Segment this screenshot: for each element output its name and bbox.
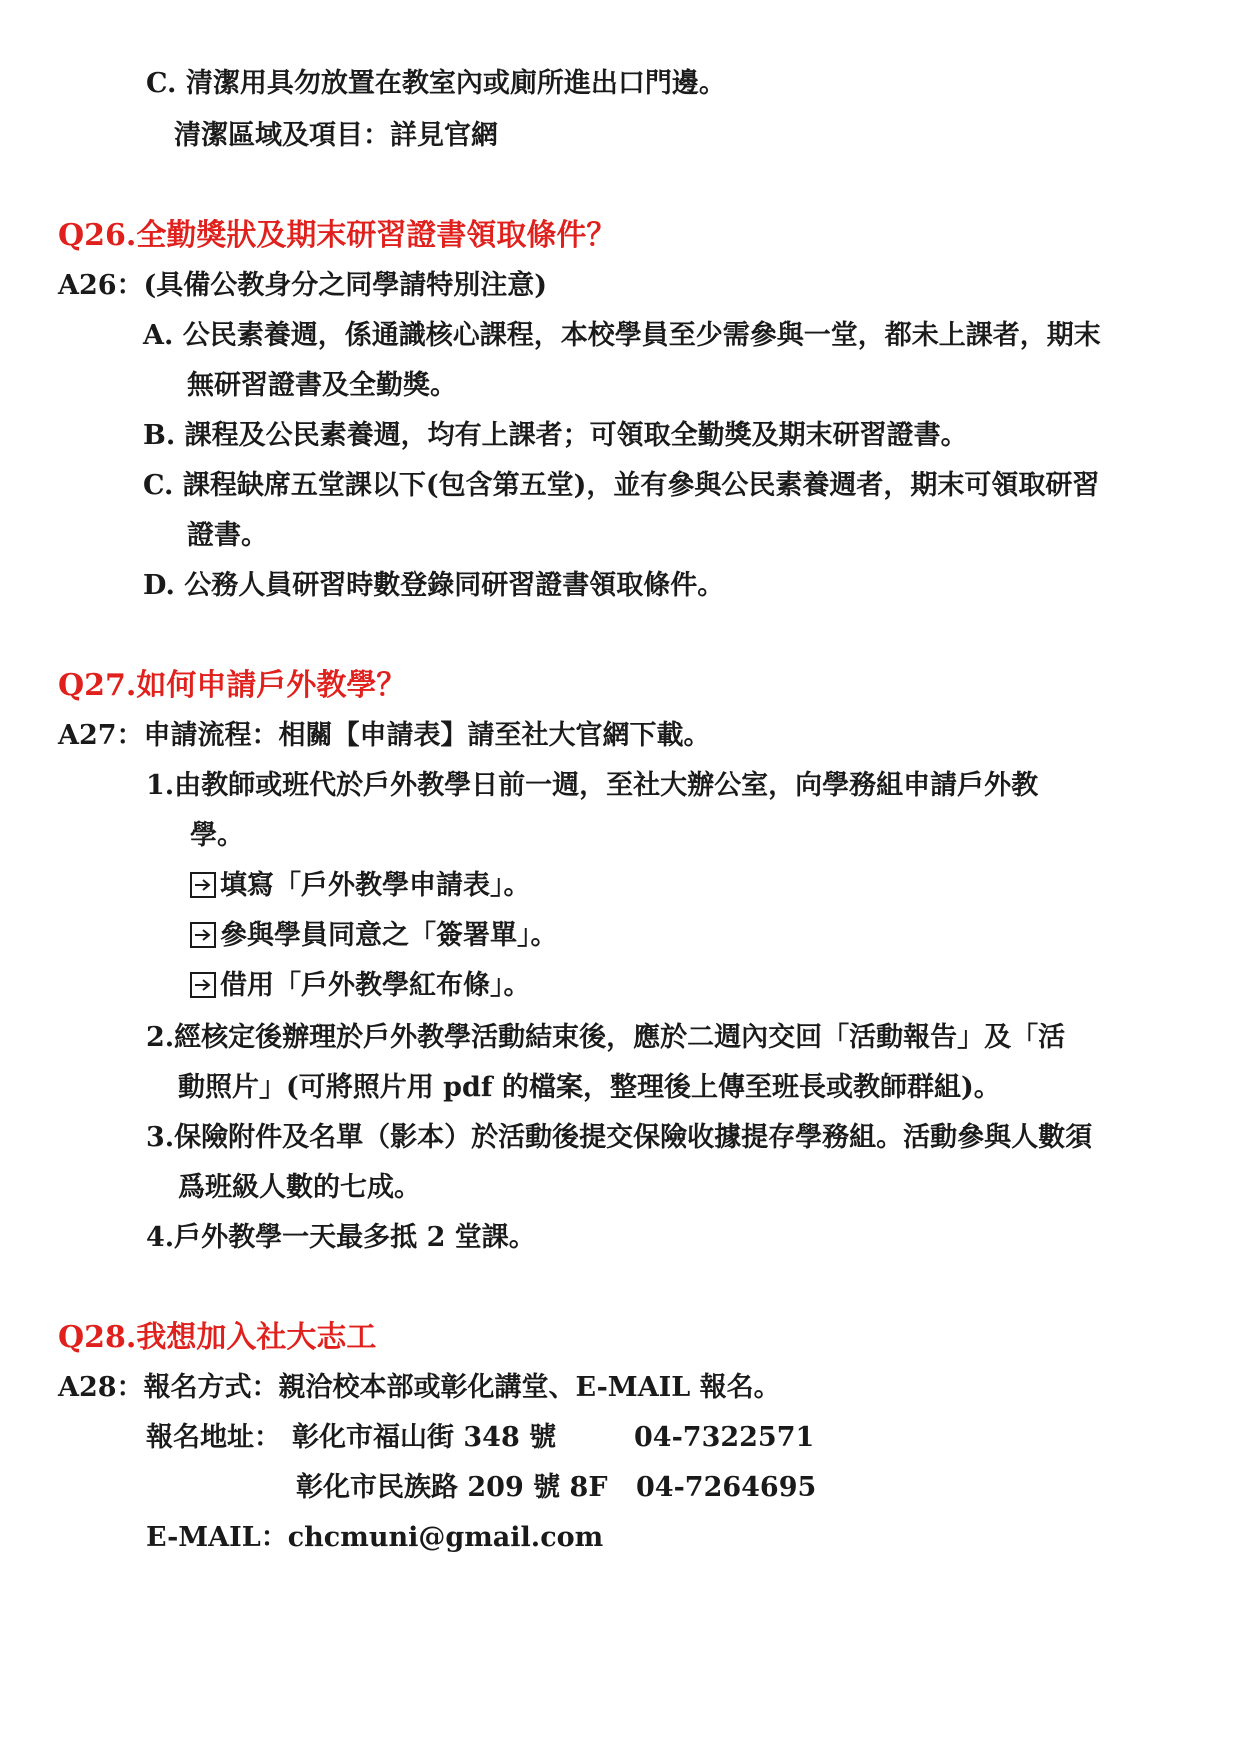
a27-intro: A27：申請流程：相關【申請表】請至社大官網下載。 [58,720,711,751]
a26-item-b: B. 課程及公民素養週，均有上課者；可領取全勤獎及期末研習證書。 [143,420,968,451]
a28-intro: A28：報名方式：親洽校本部或彰化講堂、E-MAIL 報名。 [58,1372,781,1403]
a27-step1-line2: 學。 [190,820,244,851]
a28-addr1: 彰化市福山街 348 號 [292,1422,557,1453]
boxed-arrow-icon [190,872,216,898]
a28-addr-label: 報名地址： [146,1422,281,1453]
a26-item-c-line2: 證書。 [187,520,268,551]
a27-step1-line1: 1.由教師或班代於戶外教學日前一週，至社大辦公室，向學務組申請戶外教 [146,770,1039,801]
a27-step2-line1: 2.經核定後辦理於戶外教學活動結束後，應於二週內交回「活動報告」及「活 [146,1022,1066,1053]
a26-intro: A26：(具備公教身分之同學請特別注意) [58,270,548,301]
a27-step2-line2: 動照片」(可將照片用 pdf 的檔案，整理後上傳至班長或教師群組)。 [178,1072,1001,1103]
a26-item-a-line2: 無研習證書及全勤獎。 [187,370,457,401]
a27-sub-item-2 [190,918,558,954]
q28-heading: Q28.我想加入社大志工 [58,1320,377,1355]
a28-phone1: 04-7322571 [634,1422,815,1453]
a27-sub-item-1 [190,868,531,904]
boxed-arrow-icon [190,922,216,948]
boxed-arrow-icon [190,972,216,998]
q26-heading: Q26.全勤獎狀及期末研習證書領取條件？ [58,218,617,253]
a26-item-d: D. 公務人員研習時數登錄同研習證書領取條件。 [143,570,725,601]
a27-step4: 4.戶外教學一天最多抵 2 堂課。 [146,1222,536,1253]
a27-sub-item-3 [190,968,531,1004]
a28-phone2: 04-7264695 [636,1472,817,1503]
a27-sub-item-2-text: 參與學員同意之「簽署單」。 [220,920,558,951]
clean-rule-c: C. 清潔用具勿放置在教室內或廁所進出口門邊。 [146,68,726,99]
a26-item-a-line1: A. 公民素養週，係通識核心課程，本校學員至少需參與一堂，都未上課者，期末 [143,320,1101,351]
a28-email[interactable]: E-MAIL：chcmuni@gmail.com [146,1522,604,1553]
a27-step3-line2: 爲班級人數的七成。 [178,1172,421,1203]
a28-addr2: 彰化市民族路 209 號 8F [296,1472,608,1503]
a27-step3-line1: 3.保險附件及名單（影本）於活動後提交保險收據提存學務組。活動參與人數須 [146,1122,1093,1153]
a27-sub-item-3-text: 借用「戶外教學紅布條」。 [220,970,531,1001]
a26-item-c-line1: C. 課程缺席五堂課以下(包含第五堂)，並有參與公民素養週者，期末可領取研習 [143,470,1100,501]
q27-heading: Q27.如何申請戶外教學？ [58,668,407,703]
clean-areas-text: 清潔區域及項目：詳見官網 [174,120,498,151]
a27-sub-item-1-text: 填寫「戶外教學申請表」。 [220,870,531,901]
